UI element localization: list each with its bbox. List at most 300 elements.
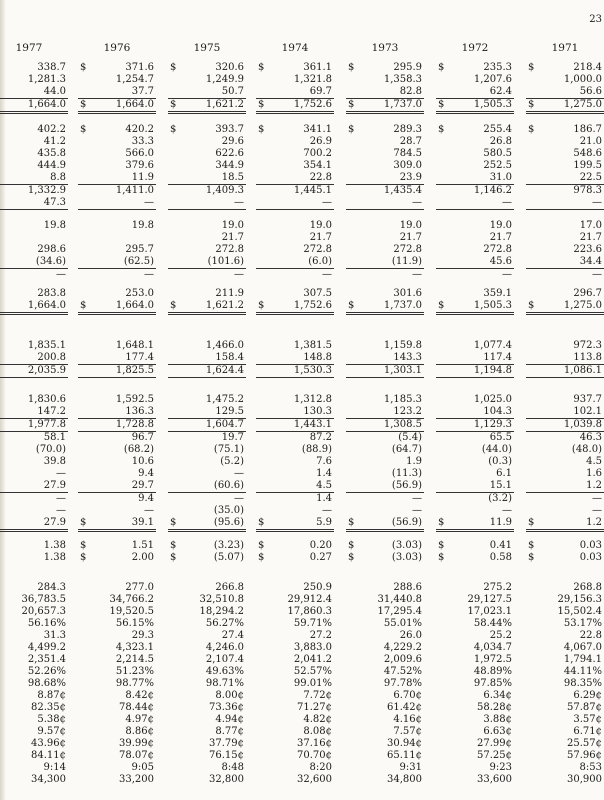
cell-value: 361.1 bbox=[303, 62, 332, 73]
value-group-g8 bbox=[168, 582, 246, 786]
table-cell: 19.0 bbox=[489, 220, 512, 231]
table-cell: 25.57¢ bbox=[567, 738, 602, 749]
value-group-g2 bbox=[346, 124, 424, 210]
value-group-g4 bbox=[168, 288, 246, 315]
table-cell: 27.2 bbox=[309, 630, 332, 641]
table-cell: 19,520.5 bbox=[109, 606, 154, 617]
cell-value: (95.6) bbox=[213, 517, 244, 528]
table-cell: — bbox=[502, 505, 512, 516]
table-cell: 21.0 bbox=[579, 136, 602, 147]
table-cell bbox=[346, 124, 424, 136]
table-cell bbox=[436, 552, 514, 564]
table-cell: 148.8 bbox=[256, 352, 334, 365]
table-cell: — bbox=[412, 269, 422, 280]
value-group-g6 bbox=[78, 394, 156, 532]
table-cell: 4,246.0 bbox=[205, 642, 244, 653]
table-cell: 250.9 bbox=[303, 582, 332, 593]
table-cell bbox=[346, 552, 424, 564]
dollar-sign: $ bbox=[80, 517, 87, 528]
table-cell: 29,156.3 bbox=[557, 594, 602, 605]
table-cell bbox=[526, 62, 604, 74]
table-cell: 78.44¢ bbox=[119, 702, 154, 713]
table-cell: 7.72¢ bbox=[303, 690, 332, 701]
cell-value: 371.6 bbox=[125, 62, 154, 73]
value-group-g7 bbox=[436, 540, 514, 564]
table-cell: (44.0) bbox=[481, 444, 512, 455]
table-cell: 295.7 bbox=[125, 244, 154, 255]
dollar-sign: $ bbox=[438, 99, 445, 110]
table-cell: 48.89% bbox=[473, 666, 512, 677]
table-cell: 32,510.8 bbox=[199, 594, 244, 605]
table-cell: 4.94¢ bbox=[215, 714, 244, 725]
table-cell: 4,034.7 bbox=[473, 642, 512, 653]
table-cell: 19.0 bbox=[309, 220, 332, 231]
cell-value: 1,737.0 bbox=[383, 300, 422, 311]
table-cell bbox=[346, 300, 424, 315]
table-cell: 253.0 bbox=[125, 288, 154, 299]
table-cell: 1,592.5 bbox=[115, 394, 154, 405]
table-cell: 29,127.5 bbox=[467, 594, 512, 605]
value-group-g7 bbox=[346, 540, 424, 564]
cell-value: 218.4 bbox=[573, 62, 602, 73]
table-cell: 3.57¢ bbox=[573, 714, 602, 725]
table-cell: 97.85% bbox=[473, 678, 512, 689]
table-cell: 9:31 bbox=[399, 762, 422, 773]
table-cell bbox=[436, 517, 514, 532]
table-cell: 21.7 bbox=[579, 232, 602, 243]
table-cell: 19.8 bbox=[131, 220, 154, 231]
table-cell bbox=[168, 99, 246, 114]
value-group-g2 bbox=[0, 124, 68, 210]
value-group-g6 bbox=[346, 394, 424, 532]
table-cell bbox=[436, 540, 514, 552]
table-cell: 44.0 bbox=[0, 86, 68, 99]
value-group-g4 bbox=[78, 288, 156, 315]
value-group-g8 bbox=[346, 582, 424, 786]
table-cell: (88.9) bbox=[301, 444, 332, 455]
table-cell: 52.57% bbox=[293, 666, 332, 677]
table-cell: 28.7 bbox=[399, 136, 422, 147]
table-cell: 1,207.6 bbox=[473, 74, 512, 85]
table-cell: — bbox=[526, 197, 604, 210]
table-cell: 33,600 bbox=[477, 774, 512, 785]
table-cell: 9.57¢ bbox=[37, 726, 66, 737]
table-cell: 298.6 bbox=[37, 244, 66, 255]
dollar-sign: $ bbox=[170, 124, 177, 135]
cell-value: 5.9 bbox=[316, 517, 332, 528]
cell-value: 1.51 bbox=[131, 540, 154, 551]
table-cell: 19.7 bbox=[221, 432, 244, 443]
value-group-g3 bbox=[436, 220, 514, 281]
table-cell bbox=[526, 300, 604, 315]
year-column-1974 bbox=[256, 42, 334, 785]
table-cell: — bbox=[56, 505, 66, 516]
table-cell: 21.7 bbox=[399, 232, 422, 243]
table-cell: 177.4 bbox=[78, 352, 156, 365]
table-cell: 19.8 bbox=[43, 220, 66, 231]
table-cell: 1,443.1 bbox=[256, 419, 334, 432]
table-cell: 8:48 bbox=[221, 762, 244, 773]
table-cell: 29,912.4 bbox=[287, 594, 332, 605]
table-cell: 44.11% bbox=[563, 666, 602, 677]
dollar-sign: $ bbox=[348, 62, 355, 73]
dollar-sign: $ bbox=[80, 124, 87, 135]
table-cell: — bbox=[346, 197, 424, 210]
table-cell: — bbox=[56, 269, 66, 280]
cell-value: 186.7 bbox=[573, 124, 602, 135]
table-cell: 56.16% bbox=[27, 618, 66, 629]
year-header: 1973 bbox=[371, 42, 399, 54]
value-group-g5 bbox=[436, 340, 514, 378]
table-cell: (34.6) bbox=[0, 256, 68, 269]
cell-value: 393.7 bbox=[215, 124, 244, 135]
value-group-g7 bbox=[168, 540, 246, 564]
cell-value: 0.58 bbox=[489, 552, 512, 563]
table-cell: 104.3 bbox=[436, 406, 514, 419]
table-cell: 8.00¢ bbox=[215, 690, 244, 701]
table-cell: 1,830.6 bbox=[27, 394, 66, 405]
table-cell bbox=[526, 540, 604, 552]
table-cell: 199.5 bbox=[573, 160, 602, 171]
table-cell: 50.7 bbox=[168, 86, 246, 99]
table-cell: 402.2 bbox=[37, 124, 66, 135]
table-cell: 1,825.5 bbox=[78, 365, 156, 378]
table-cell: 1,411.0 bbox=[115, 185, 154, 196]
table-cell: 1,321.8 bbox=[293, 74, 332, 85]
table-cell: 1,129.3 bbox=[436, 419, 514, 432]
table-cell: 32,800 bbox=[209, 774, 244, 785]
table-cell: — bbox=[502, 269, 512, 280]
table-cell: 4,067.0 bbox=[563, 642, 602, 653]
table-cell: (0.3) bbox=[488, 456, 512, 467]
table-cell: 76.15¢ bbox=[209, 750, 244, 761]
table-cell: 6.29¢ bbox=[573, 690, 602, 701]
table-cell: 9.4 bbox=[138, 468, 154, 479]
dollar-sign: $ bbox=[170, 517, 177, 528]
table-cell: 1,728.8 bbox=[78, 419, 156, 432]
table-cell: 1.38 bbox=[43, 552, 66, 563]
table-cell: 47.3 bbox=[0, 197, 68, 210]
table-cell: — bbox=[592, 505, 602, 516]
table-cell: 8.08¢ bbox=[303, 726, 332, 737]
table-cell: — bbox=[234, 468, 244, 479]
table-cell: 1,664.0 bbox=[0, 300, 68, 315]
table-cell: 11.9 bbox=[78, 172, 156, 185]
table-cell bbox=[168, 540, 246, 552]
cell-value: 255.4 bbox=[483, 124, 512, 135]
table-cell: 56.27% bbox=[205, 618, 244, 629]
table-cell: 36,783.5 bbox=[21, 594, 66, 605]
table-cell: 15,502.4 bbox=[557, 606, 602, 617]
table-cell: 56.6 bbox=[526, 86, 604, 99]
table-cell: 84.11¢ bbox=[31, 750, 66, 761]
table-cell: 97.78% bbox=[383, 678, 422, 689]
value-group-g2 bbox=[436, 124, 514, 210]
table-cell: 34.4 bbox=[526, 256, 604, 269]
value-group-g1 bbox=[526, 62, 604, 114]
table-cell: 700.2 bbox=[303, 148, 332, 159]
cell-value: 1.2 bbox=[586, 517, 602, 528]
table-cell: 17,295.4 bbox=[377, 606, 422, 617]
table-cell: (56.9) bbox=[346, 480, 424, 493]
cell-value: 1,621.2 bbox=[205, 300, 244, 311]
table-cell: 8.77¢ bbox=[215, 726, 244, 737]
table-cell: — bbox=[234, 493, 244, 504]
year-header: 1971 bbox=[551, 42, 579, 54]
table-cell bbox=[168, 124, 246, 136]
table-cell: 1,077.4 bbox=[473, 340, 512, 351]
table-cell: 27.4 bbox=[221, 630, 244, 641]
table-cell: 96.7 bbox=[131, 432, 154, 443]
dollar-sign: $ bbox=[528, 99, 535, 110]
table-cell: 43.96¢ bbox=[31, 738, 66, 749]
table-cell: 444.9 bbox=[37, 160, 66, 171]
table-cell: 82.35¢ bbox=[31, 702, 66, 713]
table-cell: — bbox=[56, 468, 66, 479]
value-group-g6 bbox=[256, 394, 334, 532]
table-cell: 2,009.6 bbox=[383, 654, 422, 665]
table-cell bbox=[168, 300, 246, 315]
table-cell: 19.0 bbox=[399, 220, 422, 231]
table-cell: 784.5 bbox=[393, 148, 422, 159]
table-cell bbox=[256, 300, 334, 315]
table-cell: 937.7 bbox=[573, 394, 602, 405]
table-cell: 99.01% bbox=[293, 678, 332, 689]
value-group-g8 bbox=[526, 582, 604, 786]
dollar-sign: $ bbox=[438, 552, 445, 563]
dollar-sign: $ bbox=[348, 552, 355, 563]
dollar-sign: $ bbox=[528, 300, 535, 311]
table-cell: 18.5 bbox=[168, 172, 246, 185]
table-cell bbox=[436, 99, 514, 114]
cell-value: (3.23) bbox=[213, 540, 244, 551]
cell-value: 2.00 bbox=[131, 552, 154, 563]
table-cell: 3.88¢ bbox=[483, 714, 512, 725]
value-group-g1 bbox=[436, 62, 514, 114]
dollar-sign: $ bbox=[348, 99, 355, 110]
table-cell: 1,185.3 bbox=[383, 394, 422, 405]
table-cell: 98.71% bbox=[205, 678, 244, 689]
dollar-sign: $ bbox=[438, 517, 445, 528]
table-cell: 4.5 bbox=[586, 456, 602, 467]
table-cell: 21.7 bbox=[221, 232, 244, 243]
cell-value: (3.03) bbox=[391, 540, 422, 551]
value-group-g5 bbox=[78, 340, 156, 378]
table-cell: 211.9 bbox=[215, 288, 244, 299]
table-cell: 1,624.4 bbox=[168, 365, 246, 378]
value-group-g7 bbox=[526, 540, 604, 564]
table-cell: 52.26% bbox=[27, 666, 66, 677]
table-cell: 20,657.3 bbox=[21, 606, 66, 617]
table-cell: 6.70¢ bbox=[393, 690, 422, 701]
table-cell: 1,025.0 bbox=[473, 394, 512, 405]
table-cell: 31.0 bbox=[436, 172, 514, 185]
table-cell: 23.9 bbox=[346, 172, 424, 185]
table-cell: 25.2 bbox=[489, 630, 512, 641]
dollar-sign: $ bbox=[170, 540, 177, 551]
dollar-sign: $ bbox=[80, 62, 87, 73]
value-group-g7 bbox=[0, 540, 68, 564]
table-cell: 117.4 bbox=[436, 352, 514, 365]
value-group-g2 bbox=[526, 124, 604, 210]
table-cell: 8:53 bbox=[579, 762, 602, 773]
table-cell bbox=[256, 99, 334, 114]
table-cell: 354.1 bbox=[303, 160, 332, 171]
table-cell: 9:23 bbox=[489, 762, 512, 773]
value-group-g3 bbox=[0, 220, 68, 281]
table-cell: 344.9 bbox=[215, 160, 244, 171]
table-cell bbox=[168, 62, 246, 74]
table-cell: 57.87¢ bbox=[567, 702, 602, 713]
table-cell: 8:20 bbox=[309, 762, 332, 773]
table-cell: 2,107.4 bbox=[205, 654, 244, 665]
table-cell bbox=[78, 232, 156, 244]
table-cell: 1.2 bbox=[526, 480, 604, 493]
value-group-g5 bbox=[256, 340, 334, 378]
table-cell: 1,835.1 bbox=[27, 340, 66, 351]
cell-value: (5.07) bbox=[213, 552, 244, 563]
cell-value: 295.9 bbox=[393, 62, 422, 73]
cell-value: (3.03) bbox=[391, 552, 422, 563]
table-cell bbox=[78, 124, 156, 136]
table-cell: 57.25¢ bbox=[477, 750, 512, 761]
cell-value: 341.1 bbox=[303, 124, 332, 135]
table-cell: 15.1 bbox=[436, 480, 514, 493]
cell-value: 289.3 bbox=[393, 124, 422, 135]
value-group-g3 bbox=[526, 220, 604, 281]
table-cell: 8.8 bbox=[0, 172, 68, 185]
table-cell bbox=[526, 517, 604, 532]
table-cell: 39.99¢ bbox=[119, 738, 154, 749]
table-cell: 1,303.1 bbox=[346, 365, 424, 378]
table-cell: 69.7 bbox=[256, 86, 334, 99]
value-group-g4 bbox=[526, 288, 604, 315]
table-cell: 130.3 bbox=[256, 406, 334, 419]
value-group-g6 bbox=[0, 394, 68, 532]
cell-value: 1,664.0 bbox=[115, 99, 154, 110]
dollar-sign: $ bbox=[348, 300, 355, 311]
table-cell bbox=[256, 124, 334, 136]
table-cell: 136.3 bbox=[78, 406, 156, 419]
cell-value: 0.41 bbox=[489, 540, 512, 551]
cell-value: 11.9 bbox=[489, 517, 512, 528]
table-cell: 21.7 bbox=[309, 232, 332, 243]
year-column-1976 bbox=[78, 42, 156, 785]
year-column-1973 bbox=[346, 42, 424, 785]
dollar-sign: $ bbox=[258, 99, 265, 110]
table-cell: 272.8 bbox=[483, 244, 512, 255]
table-cell: 4.82¢ bbox=[303, 714, 332, 725]
table-cell: 29.6 bbox=[221, 136, 244, 147]
cell-value: 1,737.0 bbox=[383, 99, 422, 110]
cell-value: 1,621.2 bbox=[205, 99, 244, 110]
table-cell bbox=[436, 300, 514, 315]
table-cell: — bbox=[144, 269, 154, 280]
cell-value: 420.2 bbox=[125, 124, 154, 135]
table-cell: 31.3 bbox=[43, 630, 66, 641]
table-cell bbox=[436, 124, 514, 136]
value-group-g7 bbox=[256, 540, 334, 564]
table-cell: 98.68% bbox=[27, 678, 66, 689]
table-cell: 338.7 bbox=[37, 62, 66, 73]
dollar-sign: $ bbox=[170, 552, 177, 563]
table-cell: 70.70¢ bbox=[297, 750, 332, 761]
table-cell: 6.1 bbox=[496, 468, 512, 479]
table-cell: 129.5 bbox=[168, 406, 246, 419]
table-cell: 82.8 bbox=[346, 86, 424, 99]
table-cell: — bbox=[412, 505, 422, 516]
table-cell: 5.38¢ bbox=[37, 714, 66, 725]
dollar-sign: $ bbox=[438, 62, 445, 73]
dollar-sign: $ bbox=[170, 62, 177, 73]
table-cell: 17.0 bbox=[579, 220, 602, 231]
table-cell: 2,214.5 bbox=[115, 654, 154, 665]
table-cell: 62.4 bbox=[436, 86, 514, 99]
table-cell: 1.9 bbox=[406, 456, 422, 467]
value-group-g3 bbox=[168, 220, 246, 281]
table-cell: 379.6 bbox=[125, 160, 154, 171]
table-cell: 33,200 bbox=[119, 774, 154, 785]
table-cell: 58.28¢ bbox=[477, 702, 512, 713]
table-cell: 37.79¢ bbox=[209, 738, 244, 749]
cell-value: 0.03 bbox=[579, 540, 602, 551]
table-cell: 61.42¢ bbox=[387, 702, 422, 713]
table-cell bbox=[526, 124, 604, 136]
table-cell: — bbox=[436, 197, 514, 210]
value-group-g6 bbox=[526, 394, 604, 532]
dollar-sign: $ bbox=[348, 124, 355, 135]
year-column-1977 bbox=[0, 42, 68, 785]
table-cell: 39.8 bbox=[43, 456, 66, 467]
table-cell: 17,023.1 bbox=[467, 606, 512, 617]
table-cell: 55.01% bbox=[383, 618, 422, 629]
table-cell: 6.63¢ bbox=[483, 726, 512, 737]
table-cell bbox=[78, 552, 156, 564]
table-cell: 65.11¢ bbox=[387, 750, 422, 761]
table-cell: 26.8 bbox=[489, 136, 512, 147]
cell-value: 1,275.0 bbox=[563, 99, 602, 110]
table-cell: 30.94¢ bbox=[387, 738, 422, 749]
table-cell: 223.6 bbox=[573, 244, 602, 255]
table-cell: 51.23% bbox=[115, 666, 154, 677]
value-group-g4 bbox=[436, 288, 514, 315]
table-cell: 277.0 bbox=[125, 582, 154, 593]
table-cell: 3,883.0 bbox=[293, 642, 332, 653]
year-column-1971 bbox=[526, 42, 604, 785]
dollar-sign: $ bbox=[170, 99, 177, 110]
cell-value: 1,752.6 bbox=[293, 300, 332, 311]
table-cell: (101.6) bbox=[168, 256, 246, 269]
table-cell: 548.6 bbox=[573, 148, 602, 159]
table-cell: 309.0 bbox=[393, 160, 422, 171]
table-cell: 288.6 bbox=[393, 582, 422, 593]
cell-value: 1,752.6 bbox=[293, 99, 332, 110]
table-cell: 87.2 bbox=[309, 432, 332, 443]
table-cell: 8.87¢ bbox=[37, 690, 66, 701]
table-cell: 1,194.8 bbox=[436, 365, 514, 378]
table-cell: (64.7) bbox=[391, 444, 422, 455]
dollar-sign: $ bbox=[258, 124, 265, 135]
table-cell: (5.4) bbox=[398, 432, 422, 443]
value-group-g1 bbox=[168, 62, 246, 114]
value-group-g3 bbox=[346, 220, 424, 281]
dollar-sign: $ bbox=[258, 62, 265, 73]
table-cell: 37.16¢ bbox=[297, 738, 332, 749]
value-group-g1 bbox=[256, 62, 334, 114]
table-cell: — bbox=[56, 493, 66, 504]
table-cell: 1,972.5 bbox=[473, 654, 512, 665]
table-cell: 359.1 bbox=[483, 288, 512, 299]
